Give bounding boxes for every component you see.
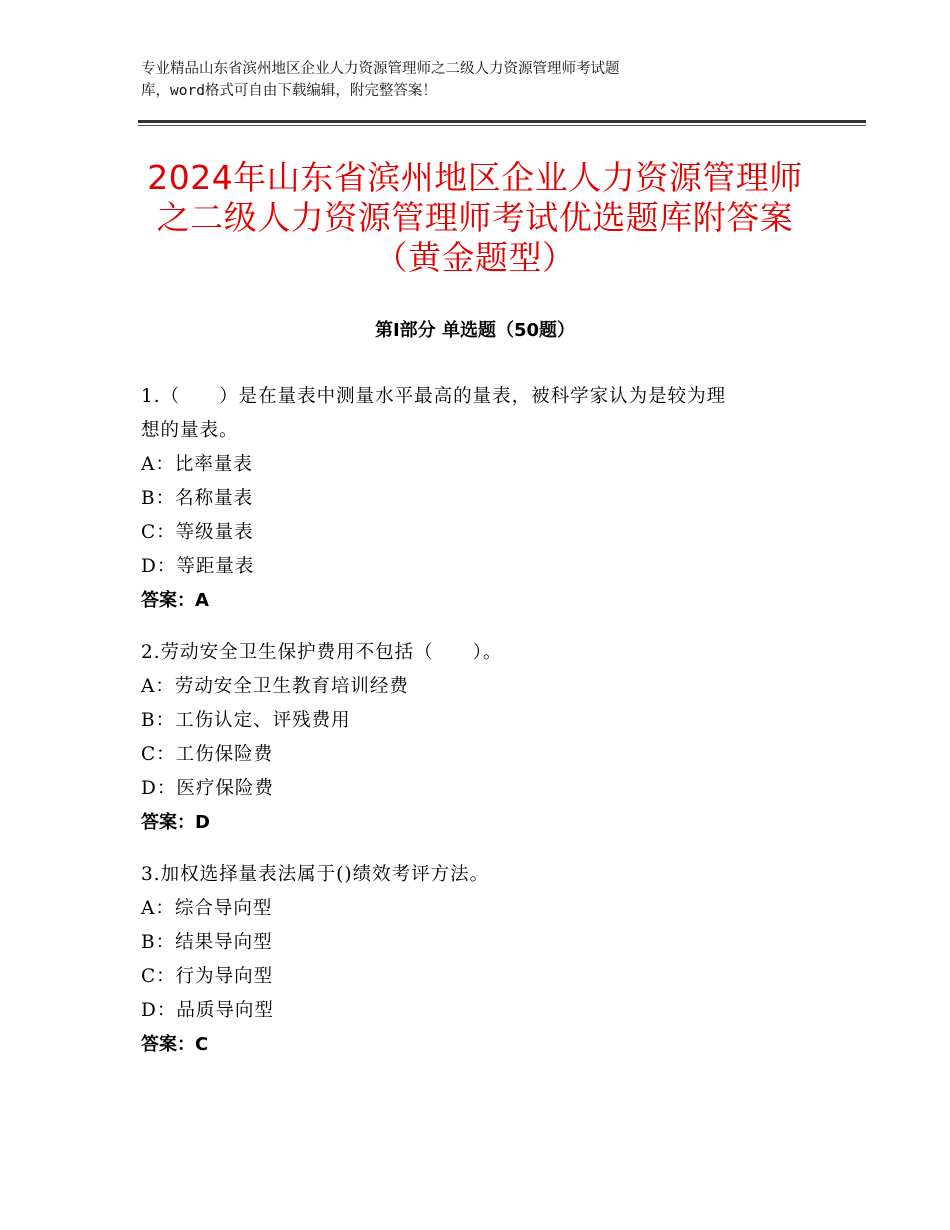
header-divider-thin <box>138 125 866 126</box>
option-b: B：结果导向型 <box>141 932 273 953</box>
option-d: D：等距量表 <box>141 556 255 577</box>
option-a: A：劳动安全卫生教育培训经费 <box>141 676 409 697</box>
document-title <box>100 158 850 278</box>
answer: 答案：D <box>141 812 210 833</box>
question-stem-line: 1.（ ）是在量表中测量水平最高的量表，被科学家认为是较为理 <box>141 386 727 407</box>
option-d: D：医疗保险费 <box>141 778 274 799</box>
question-stem-line: 想的量表。 <box>141 420 239 441</box>
title-line-1: 2024年山东省滨州地区企业人力资源管理师 <box>147 158 803 197</box>
question-stem-line: 3.加权选择量表法属于()绩效考评方法。 <box>141 864 490 885</box>
header-note-line-1: 专业精品山东省滨州地区企业人力资源管理师之二级人力资源管理师考试题 <box>141 61 620 77</box>
section-heading: 第Ⅰ部分 单选题（50题） <box>374 320 575 341</box>
question-stem-line: 2.劳动安全卫生保护费用不包括（ ）。 <box>141 642 503 663</box>
question-2 <box>141 636 821 840</box>
question-1 <box>141 380 821 618</box>
option-c: C：行为导向型 <box>141 966 274 987</box>
option-c: C：等级量表 <box>141 522 254 543</box>
title-line-3: （黄金题型） <box>374 238 576 277</box>
answer: 答案：A <box>141 590 209 611</box>
question-3 <box>141 858 821 1062</box>
header-divider-thick <box>138 120 866 123</box>
option-a: A：综合导向型 <box>141 898 273 919</box>
header-note-line-2: 库，word格式可自由下载编辑，附完整答案！ <box>141 83 437 99</box>
title-line-2: 之二级人力资源管理师考试优选题库附答案 <box>156 198 794 237</box>
document-header-note <box>141 58 781 102</box>
answer: 答案：C <box>141 1034 209 1055</box>
option-b: B：工伤认定、评残费用 <box>141 710 351 731</box>
question-list <box>141 380 821 1080</box>
option-d: D：品质导向型 <box>141 1000 274 1021</box>
option-c: C：工伤保险费 <box>141 744 274 765</box>
option-a: A：比率量表 <box>141 454 253 475</box>
option-b: B：名称量表 <box>141 488 254 509</box>
